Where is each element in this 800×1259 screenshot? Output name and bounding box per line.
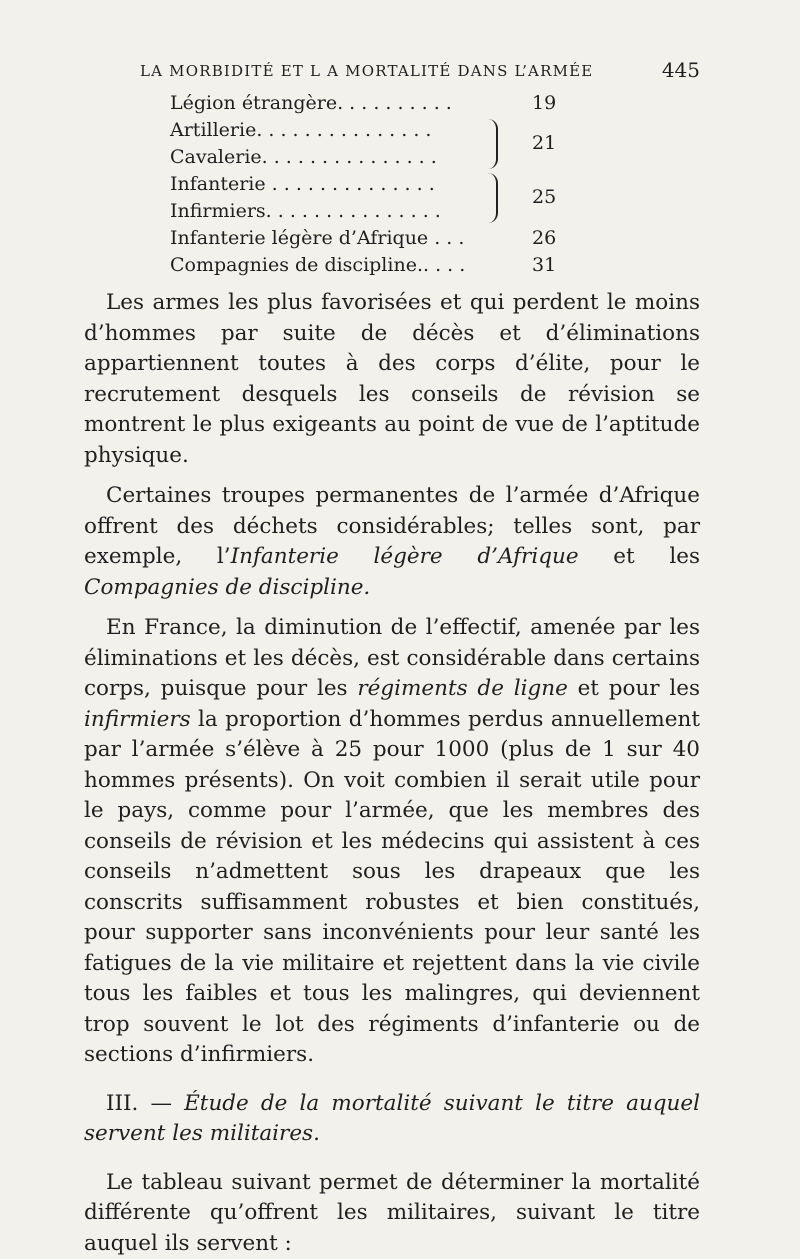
group-value: 25: [532, 184, 556, 211]
table-row: [170, 171, 590, 198]
body-text: [84, 288, 700, 1259]
table-row: [170, 117, 590, 144]
row-label: Légion étrangère. . . . . . . . . .: [170, 90, 452, 117]
paragraph: [84, 481, 700, 603]
row-label: Infanterie légère d’Afrique . . .: [170, 225, 464, 252]
section-number: III. —: [106, 1091, 184, 1116]
paragraph: [84, 613, 700, 1071]
section-title: Étude de la mortalité suivant le titre auquel servent les militaires.: [84, 1091, 700, 1147]
table-group: [170, 171, 590, 225]
paragraph-text: Certaines troupes permanentes de l’armée d’Afrique offrent des déchets considérables; telles sont, par exemple, l’: [84, 483, 700, 569]
table-row: [170, 144, 590, 171]
row-label: Infirmiers. . . . . . . . . . . . . . .: [170, 198, 441, 225]
group-value: 21: [532, 130, 556, 157]
italic-term: régiments de ligne: [357, 676, 567, 701]
paragraph-text: la proportion d’hommes perdus annuellement par l’armée s’élève à 25 pour 1000 (plus de 1 sur 40 hommes présents). On voit combien il serait utile pour le pays, comme pour l’armée, que les membres des conseils de révision et les médecins qui assistent à ces conseils n’admettent sous les drapeaux que les conscrits suffisamment robustes et bien constitués, pour supporter sans inconvénients pour leur santé les fatigues de la vie militaire et rejettent dans la vie civile tous les faibles et tous les malingres, qui deviennent trop souvent le lot des régiments d’infanterie ou de sections d’infirmiers.: [84, 707, 700, 1068]
row-label: Cavalerie. . . . . . . . . . . . . . .: [170, 144, 437, 171]
row-label: Artillerie. . . . . . . . . . . . . . .: [170, 117, 431, 144]
paragraph-text: Le tableau suivant permet de déterminer la mortalité différente qu’offrent les militaires, suivant le titre auquel ils servent :: [84, 1170, 700, 1256]
row-label: Compagnies de discipline.. . . .: [170, 252, 465, 279]
brace: [488, 173, 498, 223]
paragraph-text: Les armes les plus favorisées et qui perdent le moins d’hommes par suite de décès et d’éliminations appartiennent toutes à des corps d’élite, pour le recrutement desquels les conseils de révision se montrent le plus exigeants au point de vue de l’aptitude physique.: [84, 290, 700, 468]
section-heading: [84, 1089, 700, 1150]
paragraph: [84, 1168, 700, 1259]
table-group: [170, 117, 590, 171]
paragraph-text: et pour les: [568, 676, 700, 701]
mortality-table: [170, 90, 590, 279]
italic-term: infirmiers: [84, 707, 191, 732]
paragraph-text: En France, la diminution de l’effectif, amenée par les éliminations et les décès, est considérable dans certains corps, puisque pour les: [84, 615, 700, 701]
paragraph: [84, 288, 700, 471]
row-value: 19: [532, 90, 556, 117]
italic-term: Compagnies de discipline.: [84, 575, 370, 600]
running-title: LA MORBIDITÉ ET L A MORTALITÉ DANS L’ARMÉE: [140, 62, 593, 80]
row-value: 31: [532, 252, 556, 279]
running-header: [110, 58, 700, 88]
italic-term: Infanterie légère d’Afrique: [231, 544, 579, 569]
table-row: [170, 198, 590, 225]
row-label: Infanterie . . . . . . . . . . . . . .: [170, 171, 435, 198]
page-number: 445: [662, 58, 700, 82]
brace: [488, 119, 498, 169]
row-value: 26: [532, 225, 556, 252]
paragraph-text: et les: [579, 544, 700, 569]
table-row: [170, 90, 590, 117]
table-row: [170, 225, 590, 252]
table-row: [170, 252, 590, 279]
